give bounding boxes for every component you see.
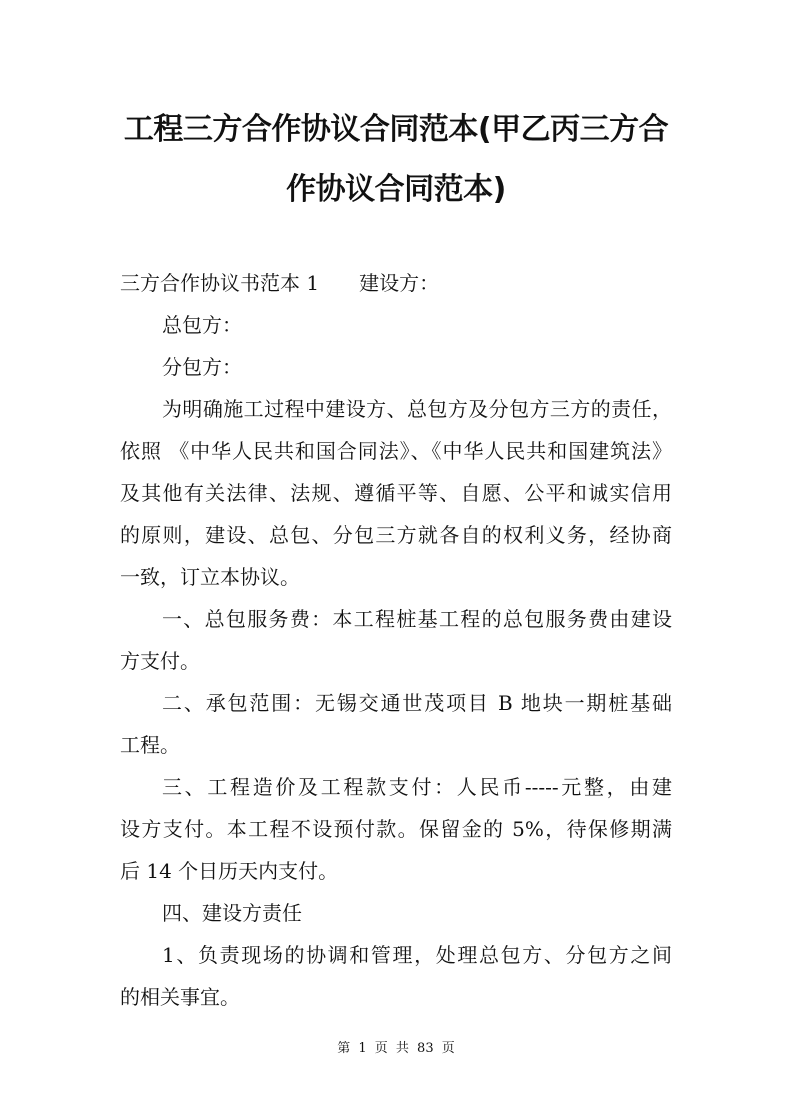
- party-subcontractor-label: 分包方：: [162, 355, 242, 379]
- clause-line: 方支付。: [120, 649, 200, 673]
- agreement-sample-label: 三方合作协议书范本 1: [120, 271, 320, 295]
- paragraph-line: 为明确施工过程中建设方、总包方及分包方三方的责任，: [162, 397, 672, 421]
- paragraph-line: 一致，订立本协议。: [120, 565, 300, 589]
- paragraph-line: 的原则，建设、总包、分包三方就各自的权利义务，经协商: [120, 523, 672, 547]
- clause-line: 1、负责现场的协调和管理，处理总包方、分包方之间: [162, 943, 672, 967]
- paragraph-line: 依照 《中华人民共和国合同法》、《中华人民共和国建筑法》: [120, 439, 672, 463]
- document-title-line-1: 工程三方合作协议合同范本(甲乙丙三方合: [123, 112, 669, 147]
- paragraph-line: 及其他有关法律、法规、遵循平等、自愿、公平和诚实信用: [120, 481, 672, 505]
- clause-line: 三、工程造价及工程款支付：人民币-----元整，由建: [162, 775, 672, 799]
- section-heading: 四、建设方责任: [162, 901, 302, 925]
- party-construction-label: 建设方：: [359, 271, 440, 295]
- document-title-line-2: 作协议合同范本): [286, 172, 506, 207]
- clause-line: 一、总包服务费：本工程桩基工程的总包服务费由建设: [162, 607, 672, 631]
- clause-line: 设方支付。本工程不设预付款。保留金的 5%，待保修期满: [120, 817, 672, 841]
- page-number-footer: 第 1 页 共 83 页: [337, 1041, 455, 1056]
- clause-line: 工程。: [120, 733, 180, 757]
- clause-line: 后 14 个日历天内支付。: [120, 859, 339, 883]
- clause-line: 的相关事宜。: [120, 985, 240, 1009]
- clause-line: 二、承包范围：无锡交通世茂项目 B 地块一期桩基础: [162, 691, 672, 715]
- intro-line: [120, 268, 672, 298]
- party-general-contractor-label: 总包方：: [162, 313, 242, 337]
